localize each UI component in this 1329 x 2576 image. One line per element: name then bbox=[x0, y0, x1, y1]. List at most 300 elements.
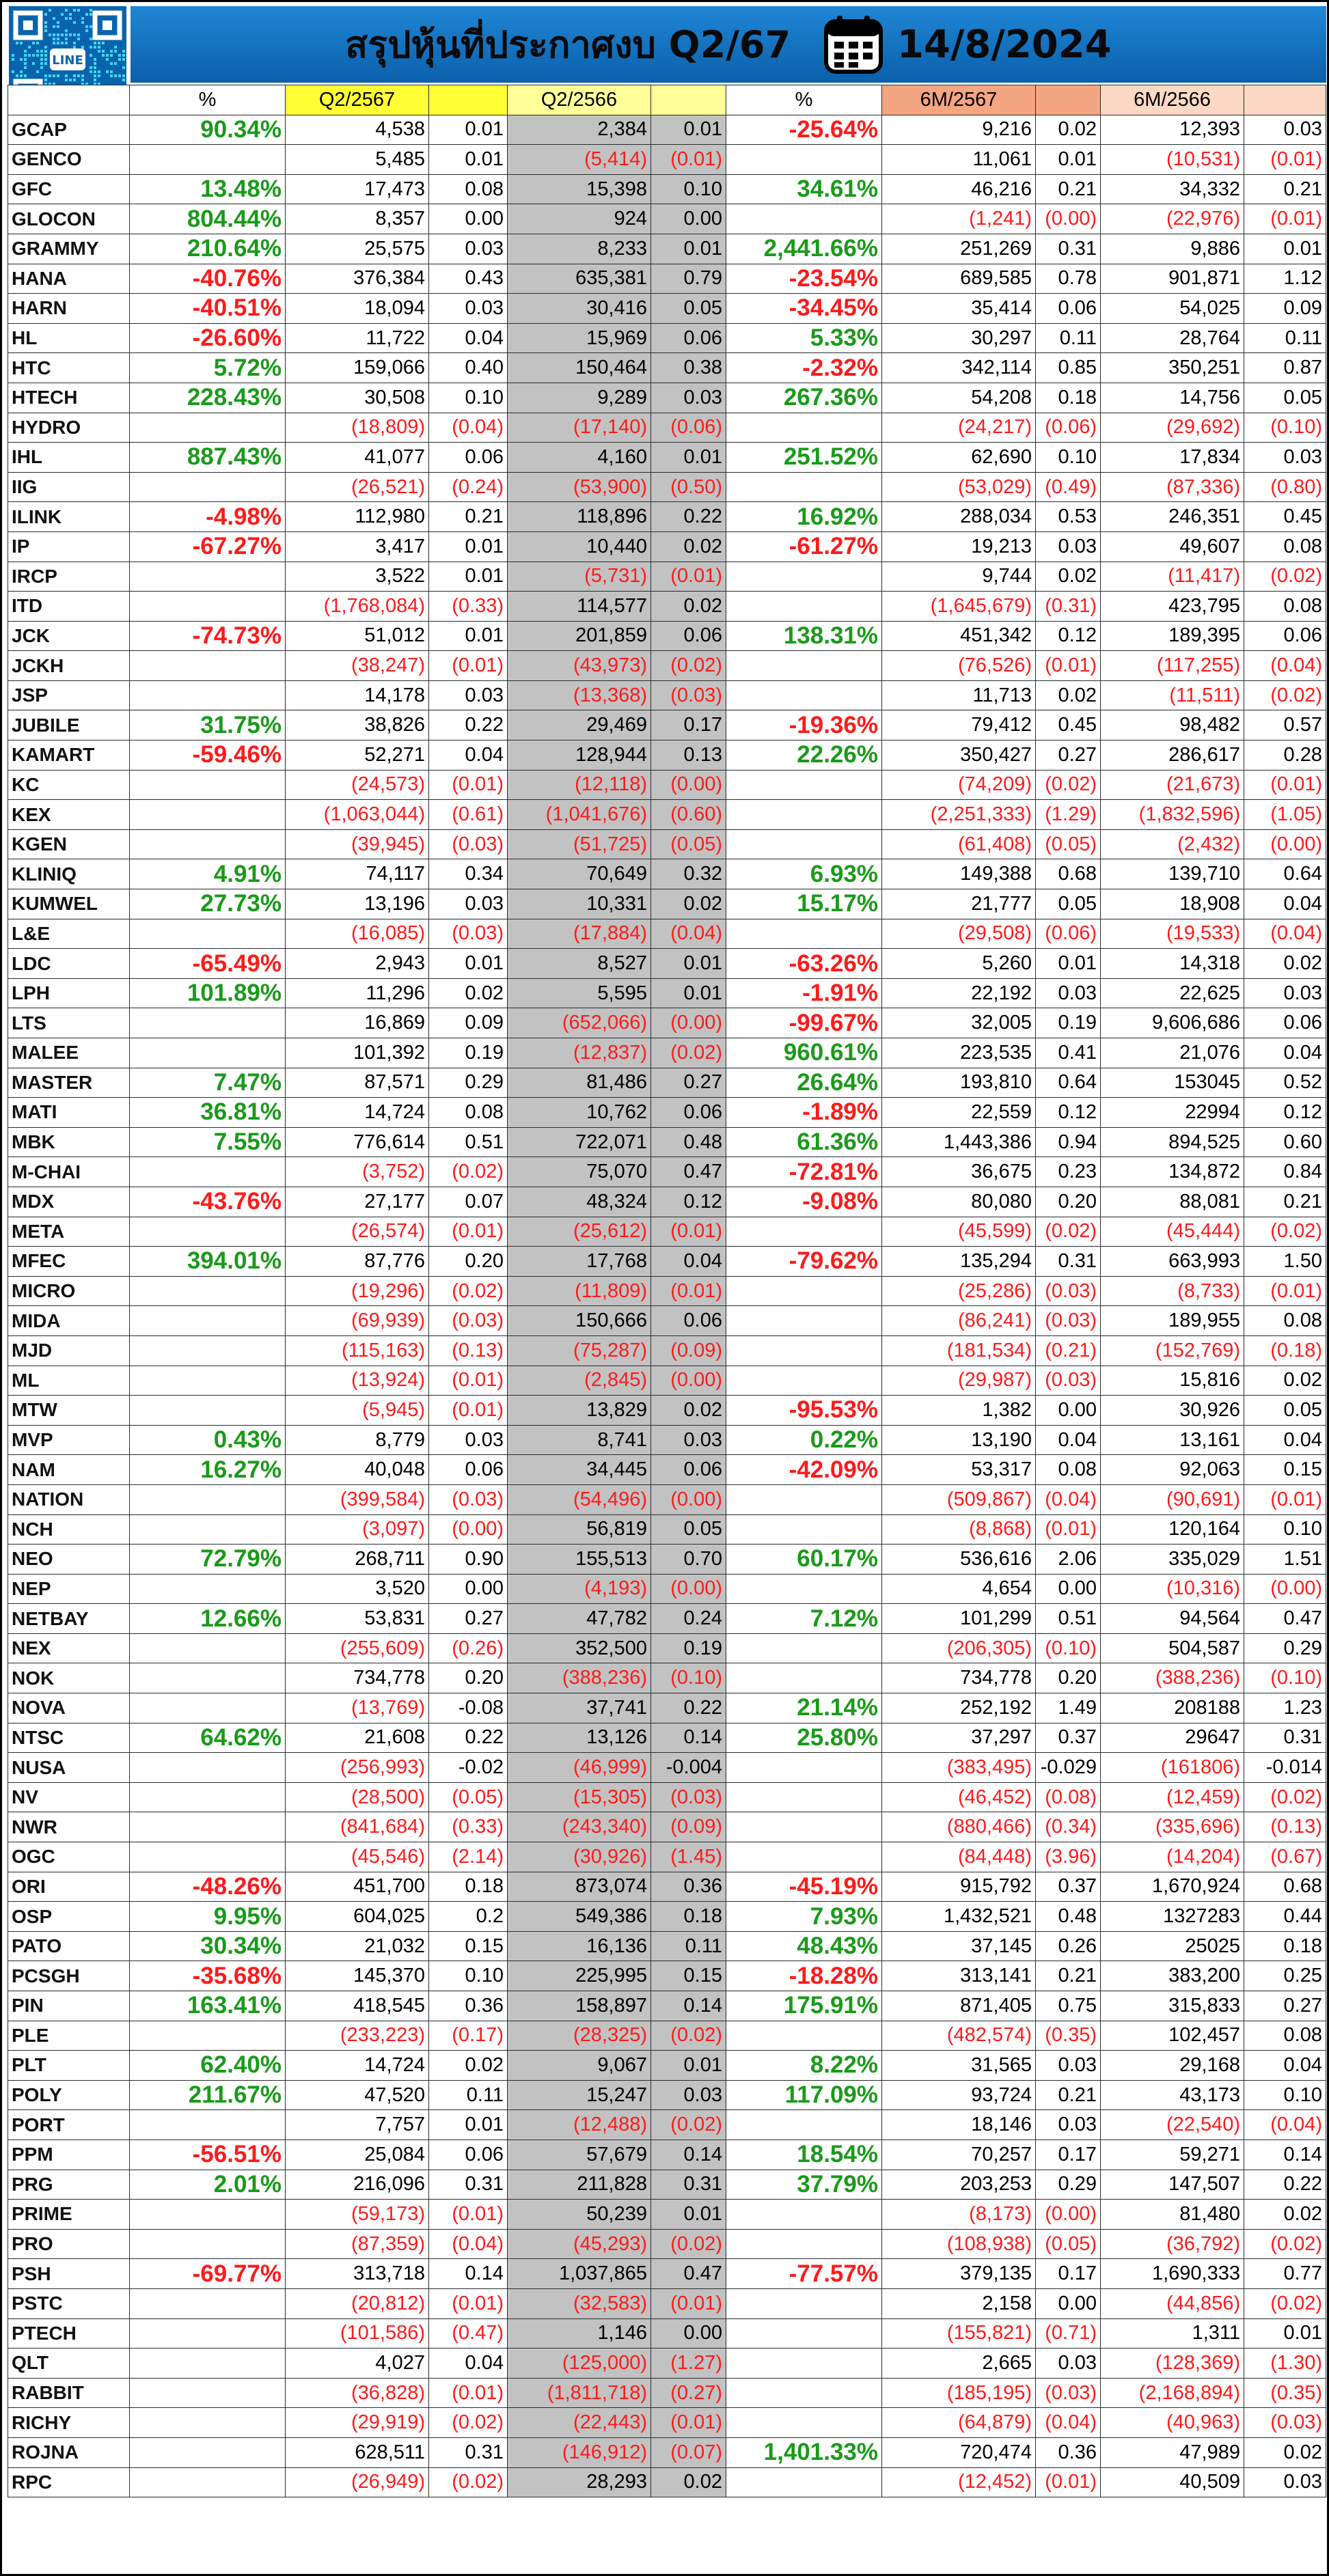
q2-change-cell: 7.47% bbox=[130, 1068, 286, 1098]
qr-dot bbox=[36, 54, 39, 57]
q2-2566-profit-cell: 211,828 bbox=[508, 2170, 651, 2200]
q2-2566-eps-cell: 0.05 bbox=[651, 294, 726, 324]
6m-2567-eps-cell: 0.68 bbox=[1036, 859, 1101, 889]
header-6m-2566-profit: 6M/2566 bbox=[1101, 85, 1244, 115]
table-row bbox=[8, 710, 1326, 740]
table-row bbox=[8, 2349, 1326, 2379]
table-row bbox=[8, 1753, 1326, 1783]
q2-2566-profit-cell: 2,384 bbox=[508, 115, 651, 145]
table-row bbox=[8, 1425, 1326, 1455]
q2-2566-eps-cell: (0.01) bbox=[651, 2408, 726, 2438]
table-row bbox=[8, 1723, 1326, 1753]
6m-2567-profit-cell: 22,192 bbox=[882, 978, 1036, 1008]
6m-2566-profit-cell: 30,926 bbox=[1101, 1396, 1244, 1426]
q2-2567-eps-cell: 0.06 bbox=[429, 443, 508, 473]
6m-2567-profit-cell: 193,810 bbox=[882, 1068, 1036, 1098]
6m-2567-profit-cell: (12,452) bbox=[882, 2467, 1036, 2497]
q2-2567-eps-cell: (0.01) bbox=[429, 1217, 508, 1247]
q2-2567-profit-cell: (26,949) bbox=[286, 2467, 429, 2497]
q2-2567-profit-cell: (18,809) bbox=[286, 413, 429, 443]
q2-2566-profit-cell: (17,140) bbox=[508, 413, 651, 443]
6m-2567-profit-cell: 536,616 bbox=[882, 1545, 1036, 1575]
qr-dot bbox=[118, 58, 121, 61]
6m-2567-eps-cell: 0.00 bbox=[1036, 1396, 1101, 1426]
q2-change-cell: -65.49% bbox=[130, 949, 286, 979]
qr-dot bbox=[110, 54, 113, 57]
q2-change-cell bbox=[130, 562, 286, 592]
6m-2567-eps-cell: (0.10) bbox=[1036, 1633, 1101, 1663]
table-row bbox=[8, 978, 1326, 1008]
symbol-cell: NAM bbox=[8, 1455, 130, 1485]
qr-dot bbox=[16, 42, 18, 44]
q2-2567-profit-cell: 14,724 bbox=[286, 2051, 429, 2081]
q2-2566-eps-cell: 0.01 bbox=[651, 443, 726, 473]
q2-2567-eps-cell: (0.03) bbox=[429, 829, 508, 859]
table-row bbox=[8, 1455, 1326, 1485]
6m-change-cell: 22.26% bbox=[726, 740, 882, 771]
qr-dot bbox=[53, 74, 55, 77]
symbol-cell: PSTC bbox=[8, 2288, 130, 2318]
q2-2567-eps-cell: 0.51 bbox=[429, 1127, 508, 1157]
q2-2566-eps-cell: 0.32 bbox=[651, 859, 726, 889]
qr-dot bbox=[57, 42, 59, 44]
q2-2567-profit-cell: 25,084 bbox=[286, 2139, 429, 2170]
header-6m-2567-profit: 6M/2567 bbox=[882, 85, 1036, 115]
6m-2566-eps-cell: 0.04 bbox=[1244, 1038, 1326, 1068]
6m-change-cell: -79.62% bbox=[726, 1247, 882, 1277]
q2-2567-eps-cell: 0.43 bbox=[429, 264, 508, 294]
q2-change-cell: 4.91% bbox=[130, 859, 286, 889]
6m-2567-profit-cell: (1,645,679) bbox=[882, 592, 1036, 622]
qr-dot bbox=[73, 79, 76, 81]
6m-2566-profit-cell: (1,832,596) bbox=[1101, 800, 1244, 830]
symbol-cell: PTECH bbox=[8, 2318, 130, 2349]
table-row bbox=[8, 1693, 1326, 1723]
symbol-cell: JCK bbox=[8, 621, 130, 651]
q2-2566-eps-cell: 0.79 bbox=[651, 264, 726, 294]
6m-2567-profit-cell: 46,216 bbox=[882, 174, 1036, 204]
header-q2-change: % bbox=[130, 85, 286, 115]
qr-dot bbox=[40, 62, 43, 65]
6m-2566-eps-cell: 1.23 bbox=[1244, 1693, 1326, 1723]
qr-dot bbox=[12, 58, 14, 61]
6m-2566-profit-cell: 147,507 bbox=[1101, 2170, 1244, 2200]
qr-dot bbox=[57, 25, 59, 28]
6m-2567-profit-cell: 9,744 bbox=[882, 562, 1036, 592]
symbol-cell: ILINK bbox=[8, 502, 130, 532]
table-row bbox=[8, 1961, 1326, 1991]
qr-dot bbox=[40, 50, 43, 53]
q2-2567-eps-cell: 0.27 bbox=[429, 1604, 508, 1634]
6m-2567-eps-cell: 0.01 bbox=[1036, 145, 1101, 175]
q2-2566-eps-cell: 0.05 bbox=[651, 1514, 726, 1545]
6m-2567-profit-cell: 37,145 bbox=[882, 1931, 1036, 1961]
q2-change-cell bbox=[130, 1038, 286, 1068]
q2-2566-eps-cell: (0.04) bbox=[651, 919, 726, 949]
6m-2567-eps-cell: (0.31) bbox=[1036, 592, 1101, 622]
symbol-cell: LPH bbox=[8, 978, 130, 1008]
6m-2567-eps-cell: 0.36 bbox=[1036, 2437, 1101, 2467]
6m-change-cell bbox=[726, 413, 882, 443]
6m-2566-eps-cell: 0.05 bbox=[1244, 383, 1326, 413]
q2-2566-eps-cell: (0.00) bbox=[651, 1574, 726, 1604]
qr-dot bbox=[12, 54, 14, 57]
6m-2567-profit-cell: 4,654 bbox=[882, 1574, 1036, 1604]
q2-2566-eps-cell: 0.48 bbox=[651, 1127, 726, 1157]
q2-2567-profit-cell: (36,828) bbox=[286, 2378, 429, 2408]
6m-2567-profit-cell: (46,452) bbox=[882, 1782, 1036, 1812]
q2-2566-eps-cell: 0.06 bbox=[651, 1098, 726, 1128]
table-row bbox=[8, 1484, 1326, 1514]
6m-2567-eps-cell: (0.35) bbox=[1036, 2021, 1101, 2051]
q2-change-cell: -26.60% bbox=[130, 323, 286, 353]
q2-2567-eps-cell: (0.17) bbox=[429, 2021, 508, 2051]
q2-2566-profit-cell: 47,782 bbox=[508, 1604, 651, 1634]
6m-2567-eps-cell: (0.02) bbox=[1036, 770, 1101, 800]
qr-dot bbox=[90, 66, 92, 69]
qr-dot bbox=[110, 62, 113, 65]
6m-change-cell bbox=[726, 1484, 882, 1514]
q2-2566-profit-cell: (1,041,676) bbox=[508, 800, 651, 830]
page-title: สรุปหุ้นที่ประกาศงบ Q2/67 bbox=[345, 23, 791, 66]
6m-change-cell bbox=[726, 1633, 882, 1663]
6m-2567-eps-cell: (0.04) bbox=[1036, 1484, 1101, 1514]
q2-2567-profit-cell: 87,571 bbox=[286, 1068, 429, 1098]
6m-2566-eps-cell: (1.30) bbox=[1244, 2349, 1326, 2379]
q2-2566-profit-cell: 158,897 bbox=[508, 1991, 651, 2021]
6m-2566-profit-cell: (19,533) bbox=[1101, 919, 1244, 949]
q2-2567-profit-cell: 13,196 bbox=[286, 889, 429, 919]
q2-2567-eps-cell: 0.06 bbox=[429, 2139, 508, 2170]
6m-change-cell: 7.12% bbox=[726, 1604, 882, 1634]
6m-2567-profit-cell: (25,286) bbox=[882, 1276, 1036, 1306]
6m-2567-eps-cell: 0.27 bbox=[1036, 740, 1101, 771]
q2-2567-eps-cell: 0.34 bbox=[429, 859, 508, 889]
q2-change-cell: -69.77% bbox=[130, 2259, 286, 2289]
6m-2567-eps-cell: 0.17 bbox=[1036, 2259, 1101, 2289]
q2-change-cell: 12.66% bbox=[130, 1604, 286, 1634]
6m-change-cell: 6.93% bbox=[726, 859, 882, 889]
qr-dot bbox=[44, 50, 47, 53]
q2-2566-eps-cell: (1.45) bbox=[651, 1842, 726, 1872]
6m-2566-profit-cell: 18,908 bbox=[1101, 889, 1244, 919]
6m-2566-profit-cell: 54,025 bbox=[1101, 294, 1244, 324]
q2-change-cell bbox=[130, 2349, 286, 2379]
symbol-cell: IP bbox=[8, 531, 130, 562]
6m-2566-eps-cell: (0.02) bbox=[1244, 1782, 1326, 1812]
6m-change-cell bbox=[726, 2229, 882, 2259]
6m-2567-eps-cell: 0.03 bbox=[1036, 978, 1101, 1008]
6m-2566-eps-cell: (1.05) bbox=[1244, 800, 1326, 830]
q2-2566-eps-cell: 0.04 bbox=[651, 1247, 726, 1277]
6m-2567-eps-cell: 0.85 bbox=[1036, 353, 1101, 383]
symbol-cell: MTW bbox=[8, 1396, 130, 1426]
6m-2567-eps-cell: 0.78 bbox=[1036, 264, 1101, 294]
qr-dot bbox=[32, 62, 35, 65]
qr-dot bbox=[57, 21, 59, 24]
symbol-cell: IRCP bbox=[8, 562, 130, 592]
q2-2567-profit-cell: 51,012 bbox=[286, 621, 429, 651]
q2-2566-profit-cell: 924 bbox=[508, 204, 651, 234]
symbol-cell: PPM bbox=[8, 2139, 130, 2170]
6m-change-cell bbox=[726, 472, 882, 502]
q2-2566-profit-cell: (5,414) bbox=[508, 145, 651, 175]
q2-2566-profit-cell: 16,136 bbox=[508, 1931, 651, 1961]
qr-dot bbox=[24, 58, 27, 61]
6m-change-cell: 34.61% bbox=[726, 174, 882, 204]
6m-change-cell: -95.53% bbox=[726, 1396, 882, 1426]
6m-2566-profit-cell: (90,691) bbox=[1101, 1484, 1244, 1514]
6m-2566-profit-cell: (21,673) bbox=[1101, 770, 1244, 800]
q2-2567-eps-cell: (0.13) bbox=[429, 1335, 508, 1366]
q2-2566-eps-cell: 0.06 bbox=[651, 1306, 726, 1336]
symbol-cell: POLY bbox=[8, 2080, 130, 2110]
qr-dot bbox=[61, 42, 64, 44]
6m-2567-eps-cell: (0.05) bbox=[1036, 829, 1101, 859]
6m-2566-eps-cell: 0.21 bbox=[1244, 1187, 1326, 1217]
6m-2566-profit-cell: (335,696) bbox=[1101, 1812, 1244, 1842]
symbol-cell: LDC bbox=[8, 949, 130, 979]
q2-2566-eps-cell: (0.02) bbox=[651, 2229, 726, 2259]
q2-change-cell: 163.41% bbox=[130, 1991, 286, 2021]
table-row bbox=[8, 323, 1326, 353]
6m-2567-profit-cell: 101,299 bbox=[882, 1604, 1036, 1634]
qr-dot bbox=[61, 13, 64, 16]
6m-change-cell: 26.64% bbox=[726, 1068, 882, 1098]
q2-2566-eps-cell: 0.06 bbox=[651, 621, 726, 651]
symbol-cell: JCKH bbox=[8, 651, 130, 681]
6m-2566-profit-cell: 28,764 bbox=[1101, 323, 1244, 353]
q2-2567-eps-cell: 0.02 bbox=[429, 978, 508, 1008]
qr-dot bbox=[65, 9, 68, 12]
6m-change-cell: -45.19% bbox=[726, 1872, 882, 1902]
6m-2566-eps-cell: (0.10) bbox=[1244, 1663, 1326, 1693]
q2-2566-eps-cell: (0.09) bbox=[651, 1812, 726, 1842]
6m-change-cell bbox=[726, 680, 882, 710]
q2-change-cell bbox=[130, 1663, 286, 1693]
q2-2567-profit-cell: (87,359) bbox=[286, 2229, 429, 2259]
6m-2566-eps-cell: 0.47 bbox=[1244, 1604, 1326, 1634]
symbol-cell: KAMART bbox=[8, 740, 130, 771]
q2-2566-eps-cell: (0.01) bbox=[651, 1217, 726, 1247]
6m-change-cell: 5.33% bbox=[726, 323, 882, 353]
6m-2567-profit-cell: 79,412 bbox=[882, 710, 1036, 740]
symbol-cell: KUMWEL bbox=[8, 889, 130, 919]
table-row bbox=[8, 472, 1326, 502]
q2-2566-profit-cell: 150,666 bbox=[508, 1306, 651, 1336]
6m-change-cell bbox=[726, 145, 882, 175]
6m-2566-eps-cell: (0.04) bbox=[1244, 651, 1326, 681]
6m-2566-eps-cell: (0.00) bbox=[1244, 829, 1326, 859]
6m-change-cell: 21.14% bbox=[726, 1693, 882, 1723]
q2-2567-eps-cell: 0.09 bbox=[429, 1008, 508, 1038]
6m-2566-profit-cell: (36,792) bbox=[1101, 2229, 1244, 2259]
q2-2567-eps-cell: (0.33) bbox=[429, 1812, 508, 1842]
q2-2566-eps-cell: (0.27) bbox=[651, 2378, 726, 2408]
q2-2567-eps-cell: 0.02 bbox=[429, 2051, 508, 2081]
symbol-cell: LTS bbox=[8, 1008, 130, 1038]
6m-change-cell: 0.22% bbox=[726, 1425, 882, 1455]
qr-dot bbox=[24, 74, 27, 77]
q2-2567-eps-cell: (0.33) bbox=[429, 592, 508, 622]
6m-change-cell: 16.92% bbox=[726, 502, 882, 532]
6m-2567-profit-cell: (8,173) bbox=[882, 2200, 1036, 2230]
q2-2566-profit-cell: (54,496) bbox=[508, 1484, 651, 1514]
table-header-row bbox=[8, 85, 1326, 115]
q2-2566-eps-cell: 0.15 bbox=[651, 1961, 726, 1991]
6m-2567-profit-cell: 30,297 bbox=[882, 323, 1036, 353]
6m-2567-eps-cell: (3.96) bbox=[1036, 1842, 1101, 1872]
6m-2566-eps-cell: 0.25 bbox=[1244, 1961, 1326, 1991]
q2-2566-profit-cell: 549,386 bbox=[508, 1902, 651, 1932]
q2-2567-profit-cell: (399,584) bbox=[286, 1484, 429, 1514]
qr-dot bbox=[94, 66, 96, 69]
table-row bbox=[8, 502, 1326, 532]
q2-2567-profit-cell: 30,508 bbox=[286, 383, 429, 413]
table-row bbox=[8, 859, 1326, 889]
6m-2567-eps-cell: 0.29 bbox=[1036, 2170, 1101, 2200]
6m-2567-profit-cell: (383,495) bbox=[882, 1753, 1036, 1783]
6m-2566-profit-cell: 15,816 bbox=[1101, 1366, 1244, 1396]
q2-change-cell bbox=[130, 2437, 286, 2467]
qr-dot bbox=[44, 74, 47, 77]
6m-2566-eps-cell: 0.02 bbox=[1244, 2200, 1326, 2230]
q2-2566-eps-cell: 0.01 bbox=[651, 2051, 726, 2081]
q2-2567-profit-cell: 47,520 bbox=[286, 2080, 429, 2110]
symbol-cell: KGEN bbox=[8, 829, 130, 859]
6m-2566-profit-cell: (128,369) bbox=[1101, 2349, 1244, 2379]
header-q2-2567-eps bbox=[429, 85, 508, 115]
6m-2567-profit-cell: 11,713 bbox=[882, 680, 1036, 710]
6m-2566-eps-cell: 0.12 bbox=[1244, 1098, 1326, 1128]
6m-change-cell: 1,401.33% bbox=[726, 2437, 882, 2467]
6m-2566-eps-cell: 0.02 bbox=[1244, 1366, 1326, 1396]
q2-2567-eps-cell: (0.01) bbox=[429, 2200, 508, 2230]
table-row bbox=[8, 1902, 1326, 1932]
6m-2567-profit-cell: 1,432,521 bbox=[882, 1902, 1036, 1932]
q2-2566-eps-cell: (0.00) bbox=[651, 1008, 726, 1038]
q2-2567-eps-cell: (0.24) bbox=[429, 472, 508, 502]
6m-2566-eps-cell: (0.02) bbox=[1244, 680, 1326, 710]
6m-2567-profit-cell: (206,305) bbox=[882, 1633, 1036, 1663]
qr-dot bbox=[102, 42, 105, 44]
qr-dot bbox=[77, 38, 80, 40]
6m-change-cell: -34.45% bbox=[726, 294, 882, 324]
symbol-cell: ML bbox=[8, 1366, 130, 1396]
6m-change-cell bbox=[726, 1842, 882, 1872]
table-row bbox=[8, 1008, 1326, 1038]
symbol-cell: HYDRO bbox=[8, 413, 130, 443]
q2-change-cell: 31.75% bbox=[130, 710, 286, 740]
q2-2567-eps-cell: 0.20 bbox=[429, 1663, 508, 1693]
6m-2567-profit-cell: (482,574) bbox=[882, 2021, 1036, 2051]
q2-2567-eps-cell: (0.04) bbox=[429, 413, 508, 443]
q2-2567-profit-cell: 418,545 bbox=[286, 1991, 429, 2021]
table-row bbox=[8, 1335, 1326, 1366]
6m-2566-eps-cell: 0.04 bbox=[1244, 1425, 1326, 1455]
q2-2567-profit-cell: (255,609) bbox=[286, 1633, 429, 1663]
q2-2566-profit-cell: (45,293) bbox=[508, 2229, 651, 2259]
symbol-cell: RABBIT bbox=[8, 2378, 130, 2408]
q2-2566-eps-cell: 0.03 bbox=[651, 1425, 726, 1455]
qr-dot bbox=[57, 74, 59, 77]
6m-2566-profit-cell: 504,587 bbox=[1101, 1633, 1244, 1663]
q2-change-cell bbox=[130, 1782, 286, 1812]
6m-2566-profit-cell: 22,625 bbox=[1101, 978, 1244, 1008]
6m-change-cell bbox=[726, 2349, 882, 2379]
6m-2567-eps-cell: (0.06) bbox=[1036, 413, 1101, 443]
q2-2567-profit-cell: 11,722 bbox=[286, 323, 429, 353]
table-row bbox=[8, 621, 1326, 651]
6m-2566-eps-cell: 0.02 bbox=[1244, 2437, 1326, 2467]
6m-2567-eps-cell: (0.21) bbox=[1036, 1335, 1101, 1366]
6m-2566-eps-cell: 0.77 bbox=[1244, 2259, 1326, 2289]
6m-2567-eps-cell: 0.17 bbox=[1036, 2139, 1101, 2170]
6m-change-cell bbox=[726, 2378, 882, 2408]
qr-dot bbox=[94, 58, 96, 61]
6m-change-cell bbox=[726, 2408, 882, 2438]
q2-change-cell bbox=[130, 919, 286, 949]
q2-change-cell bbox=[130, 1842, 286, 1872]
qr-dot bbox=[69, 33, 72, 36]
6m-2566-profit-cell: 286,617 bbox=[1101, 740, 1244, 771]
q2-2567-eps-cell: (0.03) bbox=[429, 1484, 508, 1514]
q2-2567-profit-cell: (20,812) bbox=[286, 2288, 429, 2318]
q2-2567-eps-cell: (0.02) bbox=[429, 2408, 508, 2438]
q2-2566-eps-cell: 0.03 bbox=[651, 2080, 726, 2110]
q2-2567-profit-cell: 216,096 bbox=[286, 2170, 429, 2200]
table-row bbox=[8, 353, 1326, 383]
6m-2567-eps-cell: 0.45 bbox=[1036, 710, 1101, 740]
6m-2566-eps-cell: 0.03 bbox=[1244, 978, 1326, 1008]
q2-2567-profit-cell: 87,776 bbox=[286, 1247, 429, 1277]
q2-2566-eps-cell: (0.02) bbox=[651, 1038, 726, 1068]
6m-2567-profit-cell: 251,269 bbox=[882, 234, 1036, 264]
q2-change-cell: -4.98% bbox=[130, 502, 286, 532]
q2-2566-eps-cell: 0.00 bbox=[651, 2318, 726, 2349]
table-row bbox=[8, 264, 1326, 294]
6m-2567-profit-cell: 36,675 bbox=[882, 1157, 1036, 1187]
q2-change-cell: -43.76% bbox=[130, 1187, 286, 1217]
qr-dot bbox=[65, 79, 68, 81]
q2-2567-eps-cell: 0.04 bbox=[429, 740, 508, 771]
symbol-cell: NATION bbox=[8, 1484, 130, 1514]
q2-2566-profit-cell: 8,527 bbox=[508, 949, 651, 979]
6m-2566-profit-cell: 94,564 bbox=[1101, 1604, 1244, 1634]
q2-2567-eps-cell: 0.03 bbox=[429, 1425, 508, 1455]
qr-dot bbox=[36, 70, 39, 73]
6m-2567-eps-cell: (0.01) bbox=[1036, 651, 1101, 681]
q2-change-cell bbox=[130, 1633, 286, 1663]
q2-change-cell bbox=[130, 1217, 286, 1247]
6m-2566-eps-cell: (0.04) bbox=[1244, 919, 1326, 949]
q2-change-cell: 16.27% bbox=[130, 1455, 286, 1485]
symbol-cell: OGC bbox=[8, 1842, 130, 1872]
q2-2566-profit-cell: 10,331 bbox=[508, 889, 651, 919]
symbol-cell: MICRO bbox=[8, 1276, 130, 1306]
q2-2566-profit-cell: (1,811,718) bbox=[508, 2378, 651, 2408]
6m-2567-profit-cell: 31,565 bbox=[882, 2051, 1036, 2081]
q2-2566-eps-cell: 0.00 bbox=[651, 204, 726, 234]
6m-change-cell bbox=[726, 562, 882, 592]
symbol-cell: MDX bbox=[8, 1187, 130, 1217]
6m-change-cell bbox=[726, 2200, 882, 2230]
6m-change-cell: 117.09% bbox=[726, 2080, 882, 2110]
q2-2566-profit-cell: (32,583) bbox=[508, 2288, 651, 2318]
symbol-cell: NETBAY bbox=[8, 1604, 130, 1634]
qr-dot bbox=[44, 29, 47, 32]
q2-2566-profit-cell: 15,969 bbox=[508, 323, 651, 353]
